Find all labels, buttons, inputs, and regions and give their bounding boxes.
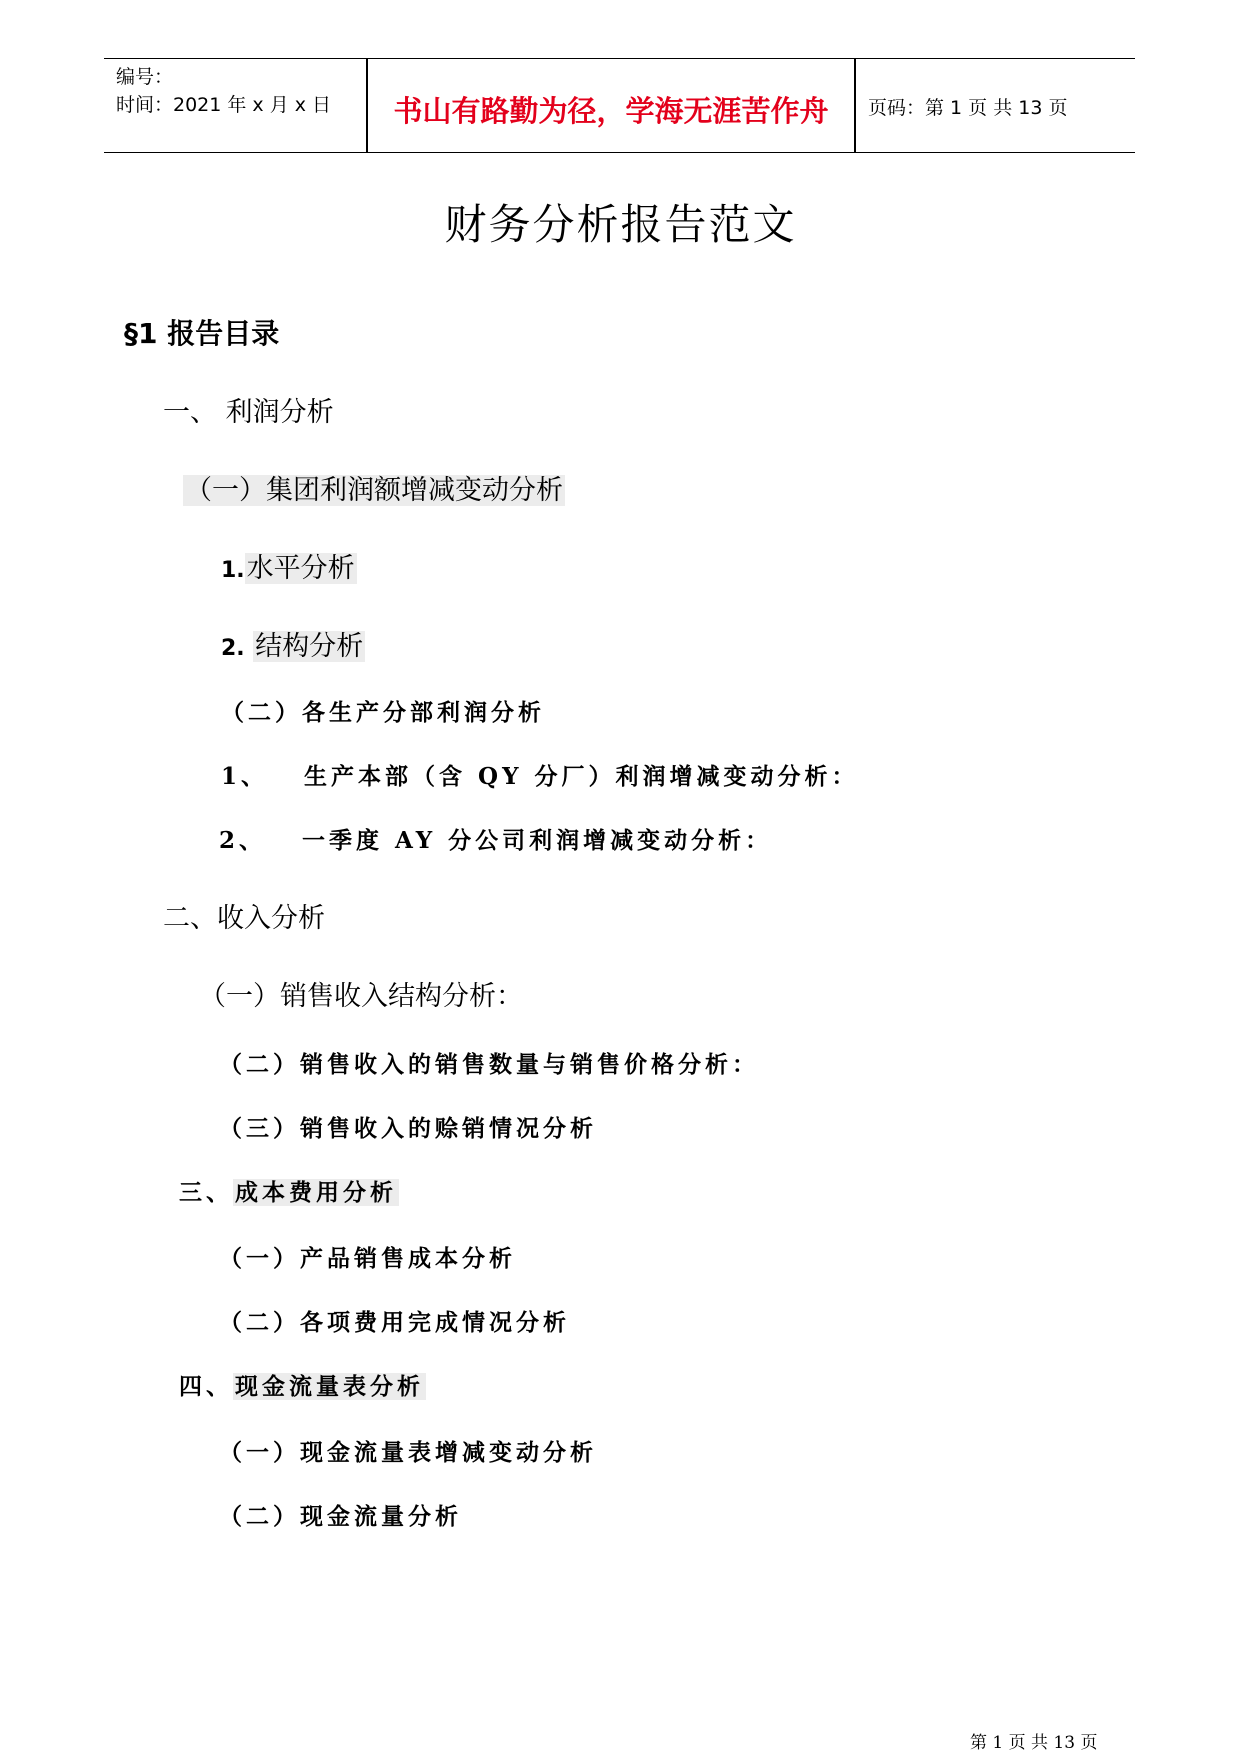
- toc-item: （一）集团利润额增减变动分析: [185, 475, 563, 506]
- toc-item: （二）现金流量分析: [219, 1503, 462, 1530]
- toc-item: （二）销售收入的销售数量与销售价格分析：: [219, 1051, 759, 1078]
- toc-item: （一）产品销售成本分析: [219, 1245, 516, 1272]
- toc-part-1: 一、 利润分析: [163, 397, 334, 428]
- toc-part-4: 四、现金流量表分析: [179, 1373, 424, 1400]
- toc-item: 2. 结构分析: [221, 631, 364, 662]
- toc-item: （三）销售收入的赊销情况分析: [219, 1115, 597, 1142]
- toc-part-3: 三、成本费用分析: [179, 1179, 397, 1206]
- toc-item: （一）销售收入结构分析：: [199, 981, 523, 1012]
- toc-item: 2、 一季度 AY 分公司利润增减变动分析：: [219, 827, 773, 854]
- toc-item: （二）各生产分部利润分析: [221, 699, 545, 726]
- toc-item: （一）现金流量表增减变动分析: [219, 1439, 597, 1466]
- header-divider: [854, 59, 856, 152]
- page-footer: 第 1 页 共 13 页: [970, 1733, 1098, 1753]
- section-heading: §1 报告目录: [124, 317, 280, 350]
- document-title: 财务分析报告范文: [444, 200, 797, 249]
- toc-item: 1、 生产本部（含 QY 分厂）利润增减变动分析：: [221, 763, 859, 790]
- toc-part-2: 二、收入分析: [163, 903, 325, 934]
- header-meta: [116, 63, 331, 119]
- number-label: 编号：: [116, 66, 174, 88]
- header-motto: 书山有路勤为径，学海无涯苦作舟: [393, 94, 829, 128]
- page-header: [104, 58, 1135, 153]
- toc-item: 1.水平分析: [221, 553, 355, 584]
- time-label: 时间：2021 年 x 月 x 日: [116, 94, 332, 116]
- header-page-info: 页码：第 1 页 共 13 页: [868, 97, 1068, 119]
- toc-item: （二）各项费用完成情况分析: [219, 1309, 570, 1336]
